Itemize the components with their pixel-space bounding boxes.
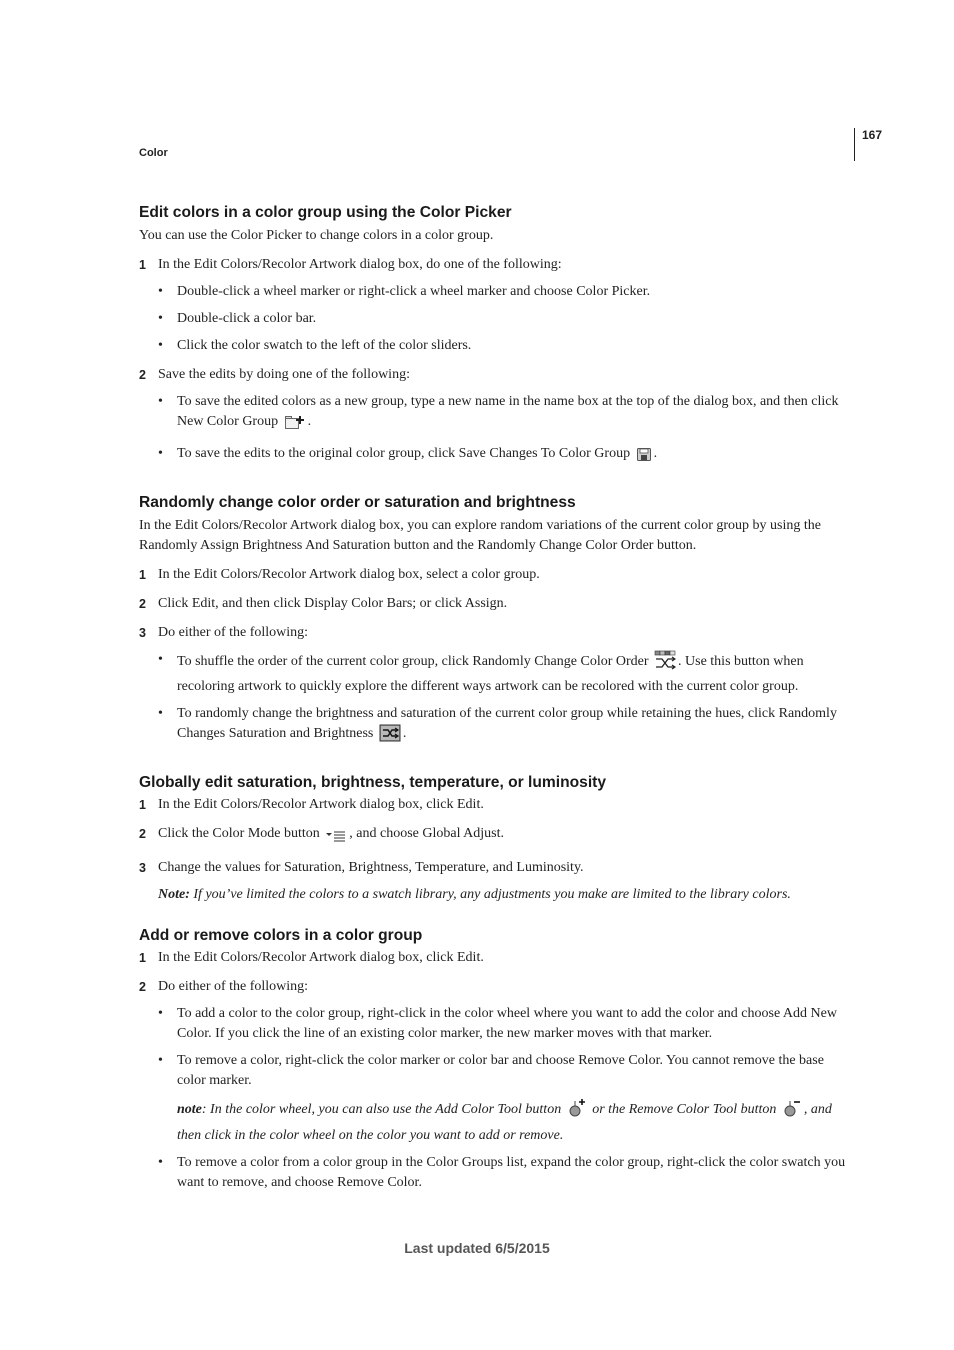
step-text: In the Edit Colors/Recolor Artwork dialog box, do one of the following: — [158, 257, 562, 272]
section-intro: You can use the Color Picker to change colors in a color group. — [139, 228, 494, 243]
running-title: Color — [139, 147, 168, 159]
bullet-item: • Double-click a wheel marker or right-click a wheel marker and choose Color Picker. — [158, 284, 651, 299]
page-number: 167 — [862, 128, 883, 142]
step-item — [139, 623, 851, 643]
step-text: Change the values for Saturation, Brightness, Temperature, and Luminosity. — [158, 860, 584, 875]
section-heading-add-remove: Add or remove colors in a color group — [139, 927, 423, 944]
bullet-list — [139, 392, 851, 469]
step-text: In the Edit Colors/Recolor Artwork dialog box, click Edit. — [158, 950, 484, 965]
note-label: Note: — [158, 887, 190, 902]
bullet-text: Double-click a color bar. — [177, 311, 317, 326]
step-text: Click the Color Mode button — [158, 826, 324, 841]
remove-color-tool-icon — [782, 1098, 802, 1125]
step-number: 3 — [139, 626, 146, 640]
random-saturation-brightness-icon — [379, 724, 401, 749]
section-heading-randomly-change: Randomly change color order or saturation and brightness — [139, 494, 576, 511]
section-heading-color-picker: Edit colors in a color group using the Color Picker — [139, 204, 512, 221]
step-item — [139, 795, 851, 815]
step-item — [139, 565, 851, 585]
bullet-text: . — [402, 726, 407, 741]
note-text: : In the color wheel, you can also use the Add Color Tool button — [201, 1102, 565, 1117]
bullet-text: To add a color to the color group, right-click in the color wheel where you want to add the color and choose Add New Color. If you click the line of an existing color marker, the new marker moves with that marker. — [177, 1006, 837, 1041]
note-text: or the Remove Color Tool button — [588, 1102, 780, 1117]
step-text: Do either of the following: — [158, 625, 309, 640]
step-item — [139, 824, 851, 849]
bullet-text: Click the color swatch to the left of the color sliders. — [177, 338, 472, 353]
bullet-item: • To randomly change the brightness and saturation of the current color group while retaining the hues, click Randomly Changes Saturation and Brightness . — [139, 704, 851, 749]
random-color-order-icon — [654, 650, 676, 677]
step-item — [139, 365, 851, 385]
note-text: If you’ve limited the colors to a swatch library, any adjustments you make are limited to the library colors. — [189, 887, 791, 902]
step-number: 3 — [139, 861, 146, 875]
bullet-item: • Click the color swatch to the left of the color sliders. — [158, 338, 472, 353]
step-text: In the Edit Colors/Recolor Artwork dialog box, select a color group. — [158, 567, 540, 582]
step-text: Save the edits by doing one of the following: — [158, 367, 410, 382]
step-text: , and choose Global Adjust. — [349, 826, 505, 841]
step-text: In the Edit Colors/Recolor Artwork dialog box, click Edit. — [158, 797, 484, 812]
step-text: Do either of the following: — [158, 979, 309, 994]
note — [139, 885, 851, 905]
bullet-item: • To save the edits to the original color group, click Save Changes To Color Group . — [139, 444, 851, 469]
header-rule — [854, 128, 855, 161]
section-heading-global-edit: Globally edit saturation, brightness, temperature, or luminosity — [139, 774, 607, 791]
add-color-tool-icon — [567, 1098, 587, 1125]
section-intro: In the Edit Colors/Recolor Artwork dialog box, you can explore random variations of the current color group by using the Randomly Assign Brightness And Saturation button and the Randomly Change Color Order button. — [139, 518, 821, 553]
bullet-list — [139, 650, 851, 749]
step-number: 1 — [139, 568, 146, 582]
step-item — [139, 255, 851, 275]
step-number: 2 — [139, 368, 146, 382]
bullet-list — [139, 1153, 851, 1193]
step-number: 2 — [139, 597, 146, 611]
bullet-item: • To add a color to the color group, right-click in the color wheel where you want to add the color and choose Add New Color. If you click the line of an existing color marker, the new marker moves with that marker. — [158, 1006, 837, 1041]
step-item — [139, 948, 851, 968]
bullet-text: . Use this button when recoloring artwork to quickly explore the different ways artwork can be recolored with the current color group. — [177, 654, 804, 694]
subnote — [139, 1098, 851, 1146]
step-item — [139, 977, 851, 997]
bullet-item: • To remove a color from a color group in the Color Groups list, expand the color group, right-click the color swatch you want to remove, and choose Remove Color. — [158, 1155, 846, 1190]
bullet-text: To remove a color, right-click the color marker or color bar and choose Remove Color. You cannot remove the base color marker. — [177, 1053, 824, 1088]
step-number: 2 — [139, 827, 146, 841]
step-number: 1 — [139, 951, 146, 965]
bullet-item: • To shuffle the order of the current color group, click Randomly Change Color Order . Use this button when recoloring artwork to quickly explore the different ways artwork can be recolored with the current color group. — [158, 652, 804, 694]
bullet-text: To save the edited colors as a new group, type a new name in the name box at the top of the dialog box, and then click New Color Group — [177, 394, 839, 429]
bullet-text: . — [307, 414, 312, 429]
bullet-list — [139, 282, 851, 356]
bullet-text: To save the edits to the original color group, click Save Changes To Color Group — [177, 446, 634, 461]
bullet-text: . — [653, 446, 658, 461]
note-label: note — [177, 1102, 202, 1117]
bullet-text: Double-click a wheel marker or right-click a wheel marker and choose Color Picker. — [177, 284, 651, 299]
bullet-item: • Double-click a color bar. — [158, 311, 317, 326]
note-text: , and then click in the color wheel on the color you want to add or remove. — [177, 1102, 832, 1143]
bullet-list — [139, 1004, 851, 1091]
step-item — [139, 858, 851, 878]
color-mode-icon — [325, 828, 347, 849]
new-color-group-icon — [284, 414, 306, 437]
bullet-text: To shuffle the order of the current color group, click Randomly Change Color Order — [177, 654, 653, 669]
step-item — [139, 594, 851, 614]
step-number: 2 — [139, 980, 146, 994]
bullet-text: To randomly change the brightness and saturation of the current color group while retaining the hues, click Randomly Changes Saturation and Brightness — [177, 706, 837, 741]
save-changes-icon — [636, 446, 652, 469]
bullet-item: • To remove a color, right-click the color marker or color bar and choose Remove Color. You cannot remove the base color marker. — [158, 1053, 824, 1088]
step-text: Click Edit, and then click Display Color Bars; or click Assign. — [158, 596, 508, 611]
footer-last-updated: Last updated 6/5/2015 — [404, 1240, 550, 1256]
main-content — [139, 202, 851, 1193]
bullet-item: • To save the edited colors as a new group, type a new name in the name box at the top of the dialog box, and then click New Color Group . — [139, 392, 851, 437]
bullet-text: To remove a color from a color group in the Color Groups list, expand the color group, right-click the color swatch you want to remove, and choose Remove Color. — [177, 1155, 846, 1190]
step-number: 1 — [139, 258, 146, 272]
step-number: 1 — [139, 798, 146, 812]
